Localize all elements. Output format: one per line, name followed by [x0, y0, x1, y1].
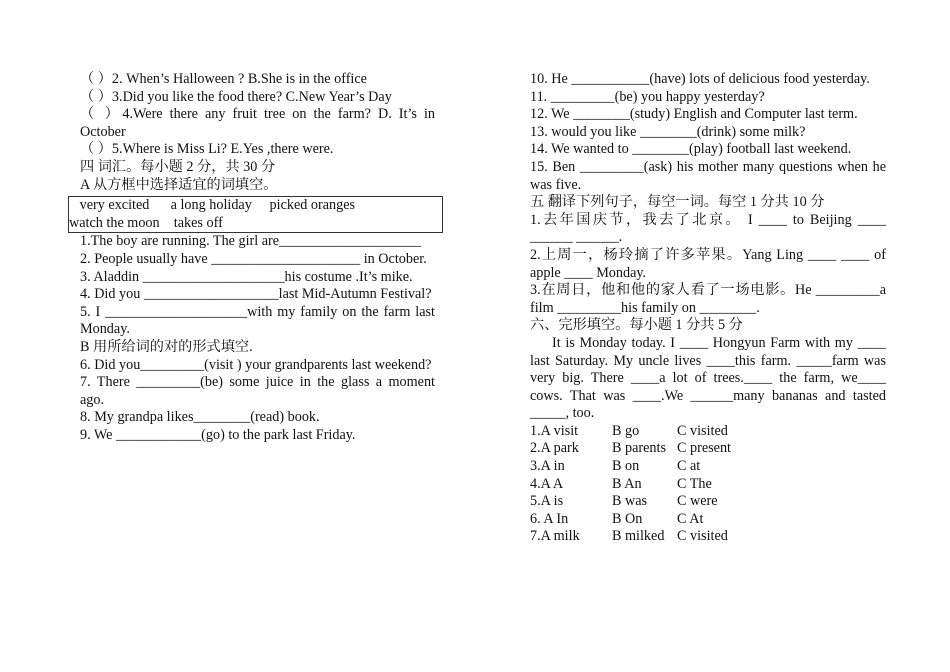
cloze-option-row [530, 423, 886, 441]
fill-item: 4. Did you ___________________last Mid-Autumn Festival? [80, 286, 432, 303]
word-box-line: watch the moon takes off [69, 214, 223, 231]
matching-item: （ ）3.Did you like the food there? C.New Year’s Day [80, 88, 392, 105]
left-column [69, 71, 435, 444]
cloze-option-row [530, 493, 886, 511]
cloze-option: 5.A is [530, 493, 564, 510]
cloze-option: 3.A in [530, 458, 565, 475]
fill-item: 7. There _________(be) some juice in the glass a moment ago. [80, 374, 435, 408]
fill-item: 5. I ____________________with my family on the farm last Monday. [80, 303, 435, 338]
cloze-option: C present [677, 440, 731, 457]
translation-item: 3.在周日，他和他的家人看了一场电影。He _________a film _________his family on ________. [530, 282, 886, 316]
cloze-option: B On [612, 510, 643, 527]
cloze-option: B An [612, 475, 642, 492]
matching-item: （ ）4.Were there any fruit tree on the farm? D. It’s in October [80, 106, 435, 140]
section-5-title: 五 翻译下列句子，每空一词。每空 1 分共 10 分 [530, 194, 825, 211]
cloze-option: C visited [677, 422, 728, 439]
cloze-option: B was [612, 493, 648, 510]
part-a-title: A 从方框中选择适宜的词填空。 [80, 176, 278, 193]
cloze-option: C were [677, 493, 718, 510]
fill-item: 8. My grandpa likes________(read) book. [80, 409, 320, 426]
cloze-option: C The [677, 475, 712, 492]
cloze-options [530, 423, 886, 546]
cloze-option: B go [612, 422, 640, 439]
matching-item: （ ）5.Where is Miss Li? E.Yes ,there were. [80, 141, 334, 158]
cloze-option: 6. A In [530, 510, 569, 527]
cloze-option: 4.A A [530, 475, 564, 492]
cloze-option: 1.A visit [530, 422, 579, 439]
word-box-line: very excited a long holiday picked oranges [69, 197, 356, 214]
part-b-title: B 用所给词的对的形式填空. [80, 338, 253, 355]
cloze-option: B on [612, 458, 640, 475]
cloze-option-row [530, 440, 886, 458]
fill-item: 3. Aladdin ____________________his costume .It’s mike. [80, 268, 413, 285]
fill-item: 2. People usually have _____________________ in October. [80, 250, 427, 267]
cloze-option: B parents [612, 440, 666, 457]
fill-item: 13. would you like ________(drink) some milk? [530, 123, 806, 140]
fill-item: 15. Ben _________(ask) his mother many questions when he was five. [530, 158, 886, 193]
right-column [530, 71, 886, 546]
cloze-option-row [530, 476, 886, 494]
fill-item: 11. _________(be) you happy yesterday? [530, 88, 765, 105]
matching-item: （ ）2. When’s Halloween ? B.She is in the office [80, 71, 367, 87]
cloze-passage: It is Monday today. I ____ Hongyun Farm with my ____ last Saturday. My uncle lives ____this farm. _____farm was very big. There ____a lot of trees.____ the farm, we____ cows. That was ____.We ______many bananas and tasted _____, too. [530, 334, 886, 422]
cloze-option: C visited [677, 528, 728, 545]
cloze-option: 7.A milk [530, 528, 580, 545]
cloze-option: 2.A park [530, 440, 579, 457]
fill-item: 6. Did you_________(visit ) your grandparents last weekend? [80, 356, 432, 373]
fill-item: 9. We ____________(go) to the park last Friday. [80, 426, 356, 443]
fill-item: 14. We wanted to ________(play) football last weekend. [530, 141, 852, 158]
cloze-option-row [530, 528, 886, 546]
fill-item: 10. He ___________(have) lots of delicious food yesterday. [530, 71, 870, 87]
cloze-option: B milked [612, 528, 665, 545]
word-box [68, 196, 443, 233]
cloze-option: C At [677, 510, 704, 527]
translation-item: 1.去年国庆节，我去了北京。 I ____ to Beijing ____ ______ ______. [530, 211, 886, 246]
cloze-option-row [530, 511, 886, 529]
cloze-option-row [530, 458, 886, 476]
fill-item: 12. We ________(study) English and Computer last term. [530, 106, 858, 123]
fill-item: 1.The boy are running. The girl are____________________ [80, 233, 421, 250]
section-4-title: 四 词汇。每小题 2 分，共 30 分 [80, 158, 276, 175]
section-6-title: 六、完形填空。每小题 1 分共 5 分 [530, 317, 743, 334]
translation-item: 2.上周一，杨玲摘了许多苹果。Yang Ling ____ ____ of apple ____ Monday. [530, 246, 886, 281]
cloze-option: C at [677, 458, 701, 475]
